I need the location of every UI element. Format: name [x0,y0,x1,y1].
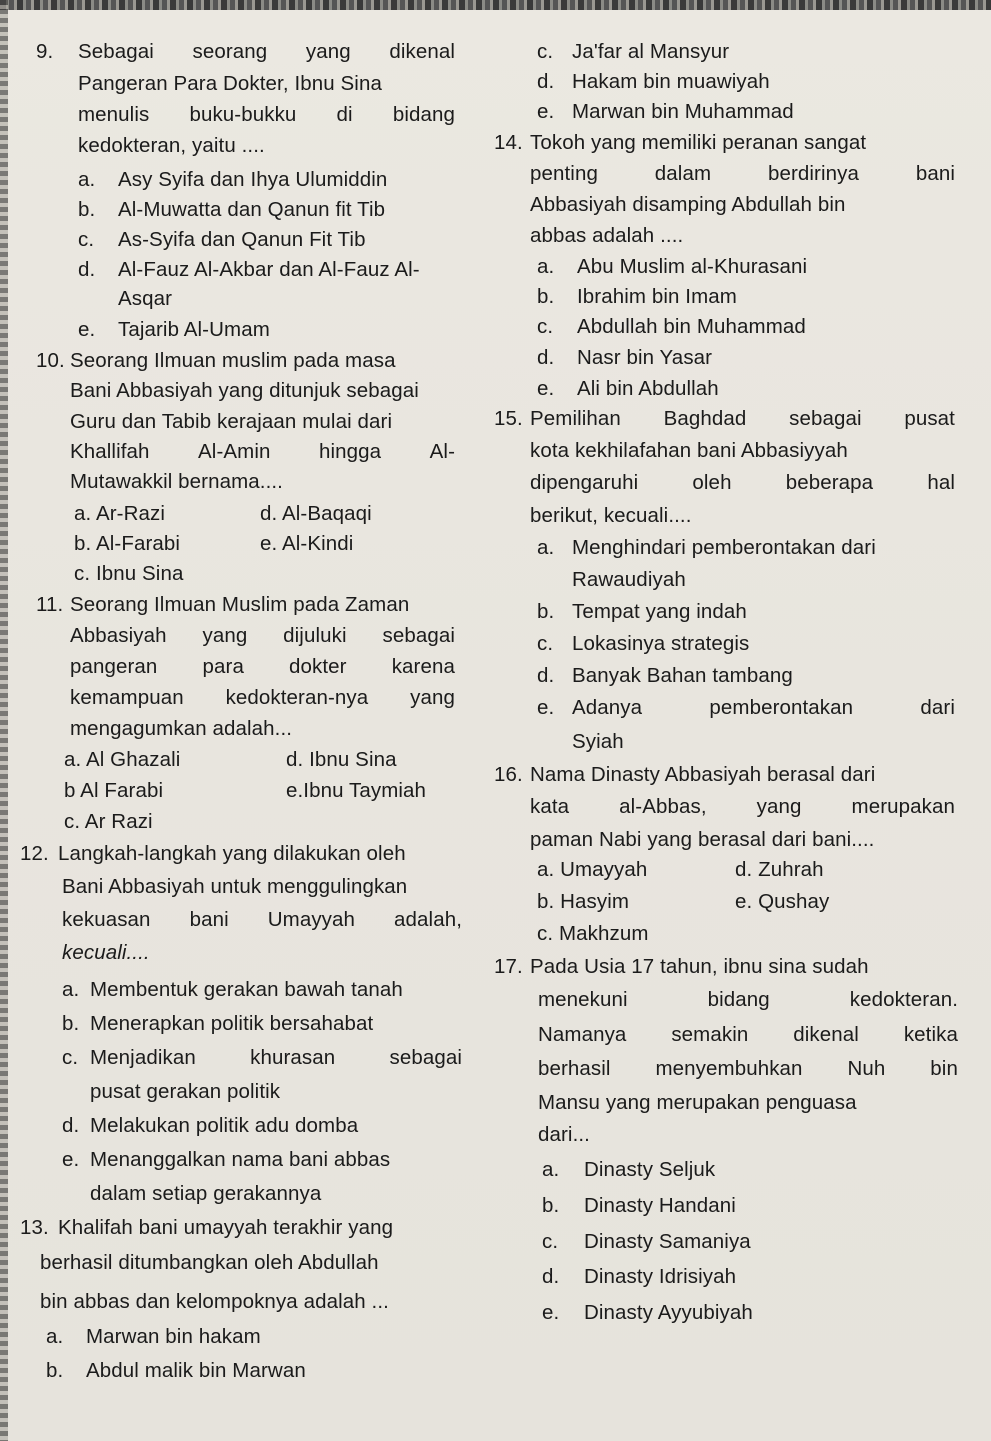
option-letter: e. [62,1148,80,1171]
option: c. Makhzum [537,922,649,945]
stem-word: oleh [692,471,732,494]
question-number: 12. [20,842,49,865]
option-letter: b. [46,1359,64,1382]
question-stem-line [70,686,455,710]
stem-word: berdirinya [767,162,859,185]
option-letter: c. [78,228,95,251]
option-text: Dinasty Ayyubiyah [584,1301,753,1324]
stem-word: dokter [289,655,347,678]
option-letter: b. [542,1194,560,1217]
question-number: 13. [20,1216,49,1239]
option-text: As-Syifa dan Qanun Fit Tib [118,228,366,251]
question-stem-line [70,624,455,648]
question-stem-line: Pada Usia 17 tahun, ibnu sina sudah [530,955,869,978]
option: d. Al-Baqaqi [260,502,372,525]
option: e. Qushay [735,890,830,913]
stem-word: menekuni [538,988,628,1011]
option-text-continued: Syiah [572,730,624,753]
question-number: 9. [36,40,54,63]
option-letter: e. [78,318,96,341]
option-text: Dinasty Samaniya [584,1230,751,1253]
stem-word: pangeran [70,655,158,678]
option-letter: a. [78,168,96,191]
option-text: Asy Syifa dan Ihya Ulumiddin [118,168,388,191]
option-text: Marwan bin Muhammad [572,100,794,123]
question-stem-line [530,407,955,431]
option-text: Abdullah bin Muhammad [577,315,806,338]
stem-word: beberapa [785,471,874,494]
stem-word: Baghdad [663,407,747,430]
question-stem-line [62,908,462,932]
option: a. Umayyah [537,858,648,881]
stem-word: hal [927,471,955,494]
stem-word: kemampuan [70,686,184,709]
stem-word: penting [530,162,598,185]
stem-word: kekuasan [62,908,151,931]
option-letter: c. [537,632,554,655]
question-stem-line: berikut, kecuali.... [530,504,692,527]
stem-word: menyembuhkan [655,1057,803,1080]
option-text: Dinasty Handani [584,1194,736,1217]
stem-word: bidang [707,988,770,1011]
question-stem-line [538,1057,958,1081]
question-stem-line: Mansu yang merupakan penguasa [538,1091,857,1114]
stem-word: kedokteran. [849,988,958,1011]
option: b. Hasyim [537,890,630,913]
option-letter: a. [537,536,555,559]
question-number: 10. [36,349,65,372]
stem-word: Abbasiyah [70,624,167,647]
stem-word: sebagai [789,407,862,430]
option-text: Al-Muwatta dan Qanun fit Tib [118,198,386,221]
option-letter: b. [537,600,555,623]
option-letter: e. [542,1301,560,1324]
question-stem-line: Mutawakkil bernama.... [70,470,283,493]
option-text-continued: pusat gerakan politik [90,1080,281,1103]
stem-word: dikenal [793,1023,859,1046]
option-text: Menanggalkan nama bani abbas [90,1148,391,1171]
option-word: khurasan [250,1046,336,1069]
question-stem-line: mengagumkan adalah... [70,717,293,740]
option-letter: d. [537,70,555,93]
stem-word: semakin [671,1023,749,1046]
option: b. Al-Farabi [74,532,181,555]
question-stem-line: Seorang Ilmuan Muslim pada Zaman [70,593,410,616]
stem-word: Al- [429,440,455,463]
question-number: 17. [494,955,523,978]
option-word: Adanya [572,696,643,719]
option-letter: c. [542,1230,559,1253]
question-stem-line [538,988,958,1012]
question-stem-line: kedokteran, yaitu .... [78,134,265,157]
stem-word: hingga [318,440,382,463]
question-stem-line: dari... [538,1123,590,1146]
option-word: dari [920,696,955,719]
option: d. Zuhrah [735,858,824,881]
option-letter: a. [537,255,555,278]
stem-word: Khallifah [70,440,150,463]
stem-word: Umayyah [267,908,356,931]
stem-word: seorang [192,40,268,63]
stem-word: yang [202,624,248,647]
option-text: Abdul malik bin Marwan [86,1359,306,1382]
stem-word: pusat [904,407,955,430]
question-stem-line: Nama Dinasty Abbasiyah berasal dari [530,763,876,786]
question-stem-line [530,795,955,819]
question-number: 15. [494,407,523,430]
stem-word: bani [189,908,229,931]
stem-word: merupakan [851,795,955,818]
stem-word: yang [305,40,351,63]
stem-word: karena [391,655,455,678]
question-stem-line [530,162,955,186]
question-stem-line: bin abbas dan kelompoknya adalah ... [40,1290,389,1313]
option-letter: b. [78,198,96,221]
stem-word: berhasil [538,1057,611,1080]
stem-word: dikenal [389,40,455,63]
question-stem-line [538,1023,958,1047]
question-stem-line: Khalifah bani umayyah terakhir yang [58,1216,394,1239]
stem-word: Sebagai [78,40,154,63]
stem-word: sebagai [382,624,455,647]
option-text: Ja'far al Mansyur [572,40,730,63]
option-text: Menghindari pemberontakan dari [572,536,876,559]
option-text-continued: dalam setiap gerakannya [90,1182,322,1205]
left-edge-decoration [0,0,8,1441]
question-stem-line: paman Nabi yang berasal dari bani.... [530,828,875,851]
option-letter: b. [537,285,555,308]
option: a. Al Ghazali [64,748,181,771]
option-letter: c. [62,1046,79,1069]
stem-word: adalah, [394,908,462,931]
stem-word: para [202,655,244,678]
question-stem-line: Tokoh yang memiliki peranan sangat [530,131,867,154]
question-stem-line: abbas adalah .... [530,224,684,247]
option-letter: a. [542,1158,560,1181]
option-letter: e. [537,100,555,123]
option-text-continued: Rawaudiyah [572,568,686,591]
option: c. Ar Razi [64,810,153,833]
option-text: Melakukan politik adu domba [90,1114,359,1137]
option-text: Ibrahim bin Imam [577,285,737,308]
option-text: Lokasinya strategis [572,632,750,655]
option-letter: e. [537,377,555,400]
question-stem-line [70,655,455,679]
option: c. Ibnu Sina [74,562,184,585]
option-word: Menjadikan [90,1046,196,1069]
option-letter: e. [537,696,555,719]
stem-word: di [336,103,353,126]
stem-word: dijuluki [283,624,347,647]
stem-word: menulis [78,103,150,126]
question-stem-line: berhasil ditumbangkan oleh Abdullah [40,1251,379,1274]
stem-word: dalam [654,162,712,185]
option-text: Abu Muslim al-Khurasani [577,255,808,278]
top-edge-decoration [0,0,991,10]
option-text: Banyak Bahan tambang [572,664,793,687]
option-letter: c. [537,40,554,63]
option-letter: a. [46,1325,64,1348]
option-text: Tempat yang indah [572,600,747,623]
option: d. Ibnu Sina [286,748,397,771]
option: b Al Farabi [64,779,164,802]
option-text [90,1046,462,1070]
question-stem-line: Bani Abbasiyah untuk menggulingkan [62,875,408,898]
question-stem-line: kecuali.... [62,941,150,964]
question-stem-line: kota kekhilafahan bani Abbasiyyah [530,439,848,462]
stem-word: bin [930,1057,958,1080]
question-number: 14. [494,131,523,154]
question-stem-line: Abbasiyah disamping Abdullah bin [530,193,846,216]
option-word: pemberontakan [709,696,854,719]
question-stem-line [70,440,455,464]
stem-word: Nuh [847,1057,886,1080]
question-stem-line: Seorang Ilmuan muslim pada masa [70,349,396,372]
option-text: Membentuk gerakan bawah tanah [90,978,403,1001]
question-stem-line: Pangeran Para Dokter, Ibnu Sina [78,72,382,95]
option-text: Marwan bin hakam [86,1325,261,1348]
stem-word: kedokteran-nya [225,686,369,709]
option-text: Dinasty Idrisiyah [584,1265,737,1288]
option-text: Dinasty Seljuk [584,1158,716,1181]
option-text [572,696,955,720]
option-letter: d. [62,1114,80,1137]
stem-word: yang [756,795,802,818]
option-text: Nasr bin Yasar [577,346,713,369]
option-text: Hakam bin muawiyah [572,70,770,93]
question-stem-line [530,471,955,495]
question-number: 11. [36,593,64,616]
stem-word: bani [915,162,955,185]
question-number: 16. [494,763,523,786]
stem-word: kata [530,795,570,818]
option-text: Menerapkan politik bersahabat [90,1012,374,1035]
stem-word: bidang [392,103,455,126]
option-letter: c. [537,315,554,338]
option-text: Ali bin Abdullah [577,377,719,400]
option-text: Al-Fauz Al-Akbar dan Al-Fauz Al- [118,258,420,281]
stem-word: yang [410,686,455,709]
stem-word: buku-bukku [189,103,297,126]
question-stem-line: Langkah-langkah yang dilakukan oleh [58,842,406,865]
option: e. Al-Kindi [260,532,354,555]
stem-word: Namanya [538,1023,627,1046]
option-text: Tajarib Al-Umam [118,318,270,341]
question-stem-line [78,40,455,64]
option-letter: d. [542,1265,560,1288]
question-stem-line [78,103,455,127]
stem-word: ketika [903,1023,958,1046]
option-letter: d. [537,664,555,687]
stem-word: dipengaruhi [530,471,639,494]
stem-word: Pemilihan [530,407,621,430]
option-letter: b. [62,1012,80,1035]
option: a. Ar-Razi [74,502,165,525]
stem-word: Al-Amin [198,440,271,463]
question-stem-line: Guru dan Tabib kerajaan mulai dari [70,410,393,433]
question-stem-line: Bani Abbasiyah yang ditunjuk sebagai [70,379,419,402]
option-letter: d. [78,258,96,281]
option: e.Ibnu Taymiah [286,779,427,802]
stem-word: al-Abbas, [619,795,707,818]
option-letter: a. [62,978,80,1001]
option-text-continued: Asqar [118,287,173,310]
option-word: sebagai [389,1046,462,1069]
option-letter: d. [537,346,555,369]
